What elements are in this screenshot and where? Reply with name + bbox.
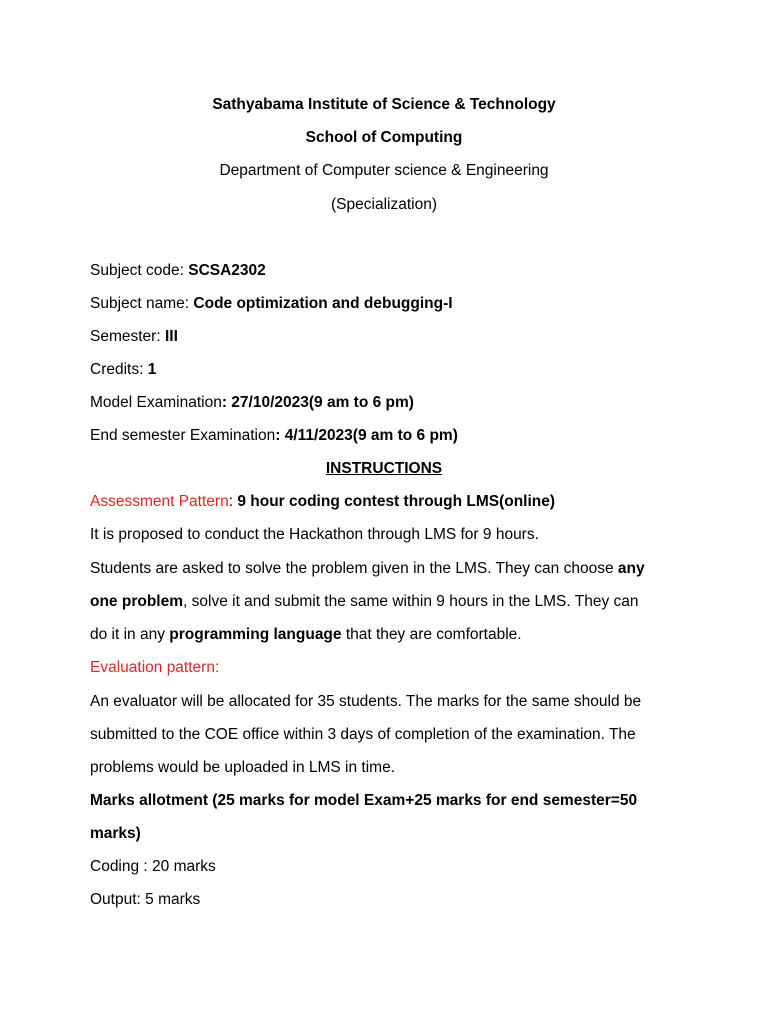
model-exam-line	[90, 393, 690, 413]
assessment-pattern-line	[90, 492, 690, 512]
marks-allotment-line2: marks)	[90, 825, 141, 842]
semester-label: Semester:	[90, 328, 165, 345]
subject-name-value: Code optimization and debugging-I	[193, 295, 453, 312]
end-exam-value: : 4/11/2023(9 am to 6 pm)	[275, 427, 458, 444]
semester-value: III	[164, 328, 178, 345]
evaluation-paragraph-line2: submitted to the COE office within 3 days of completion of the examination. The	[90, 726, 636, 743]
credits-line	[90, 360, 690, 380]
subject-name-line	[90, 294, 690, 314]
specialization-title: (Specialization)	[331, 196, 437, 213]
department-title: Department of Computer science & Engineering	[219, 162, 549, 179]
end-exam-label: End semester Examination	[90, 427, 276, 444]
coding-marks: Coding : 20 marks	[90, 858, 216, 875]
end-exam-line	[90, 426, 690, 446]
subject-name-label: Subject name:	[90, 295, 194, 312]
assessment-pattern-value: 9 hour coding contest through LMS(online)	[237, 493, 556, 510]
credits-label: Credits:	[90, 361, 148, 378]
marks-allotment-line1: Marks allotment (25 marks for model Exam+25 marks for end semester=50	[90, 792, 638, 809]
evaluation-pattern-label: Evaluation pattern:	[90, 659, 220, 676]
school-title: School of Computing	[305, 129, 463, 146]
evaluation-paragraph-line3: problems would be uploaded in LMS in time.	[90, 759, 396, 776]
hackathon-paragraph: It is proposed to conduct the Hackathon through LMS for 9 hours.	[90, 526, 539, 543]
institute-title: Sathyabama Institute of Science & Technology	[212, 96, 556, 113]
instructions-heading: INSTRUCTIONS	[325, 460, 443, 477]
credits-value: 1	[147, 361, 157, 378]
students-paragraph-line2: one problem, solve it and submit the same within 9 hours in the LMS. They can	[90, 593, 639, 610]
subject-code-line	[90, 261, 690, 281]
model-exam-label: Model Examination	[90, 394, 222, 411]
evaluation-paragraph-line1: An evaluator will be allocated for 35 students. The marks for the same should be	[90, 693, 642, 710]
students-paragraph-line3: do it in any programming language that they are comfortable.	[90, 626, 522, 643]
students-paragraph-line1: Students are asked to solve the problem given in the LMS. They can choose any	[90, 560, 645, 577]
output-marks: Output: 5 marks	[90, 891, 201, 908]
assessment-sep: :	[228, 493, 238, 510]
semester-line	[90, 327, 690, 347]
subject-code-label: Subject code:	[90, 262, 189, 279]
subject-code-value: SCSA2302	[188, 262, 266, 279]
assessment-pattern-label: Assessment Pattern	[90, 493, 229, 510]
model-exam-value: : 27/10/2023(9 am to 6 pm)	[221, 394, 414, 411]
